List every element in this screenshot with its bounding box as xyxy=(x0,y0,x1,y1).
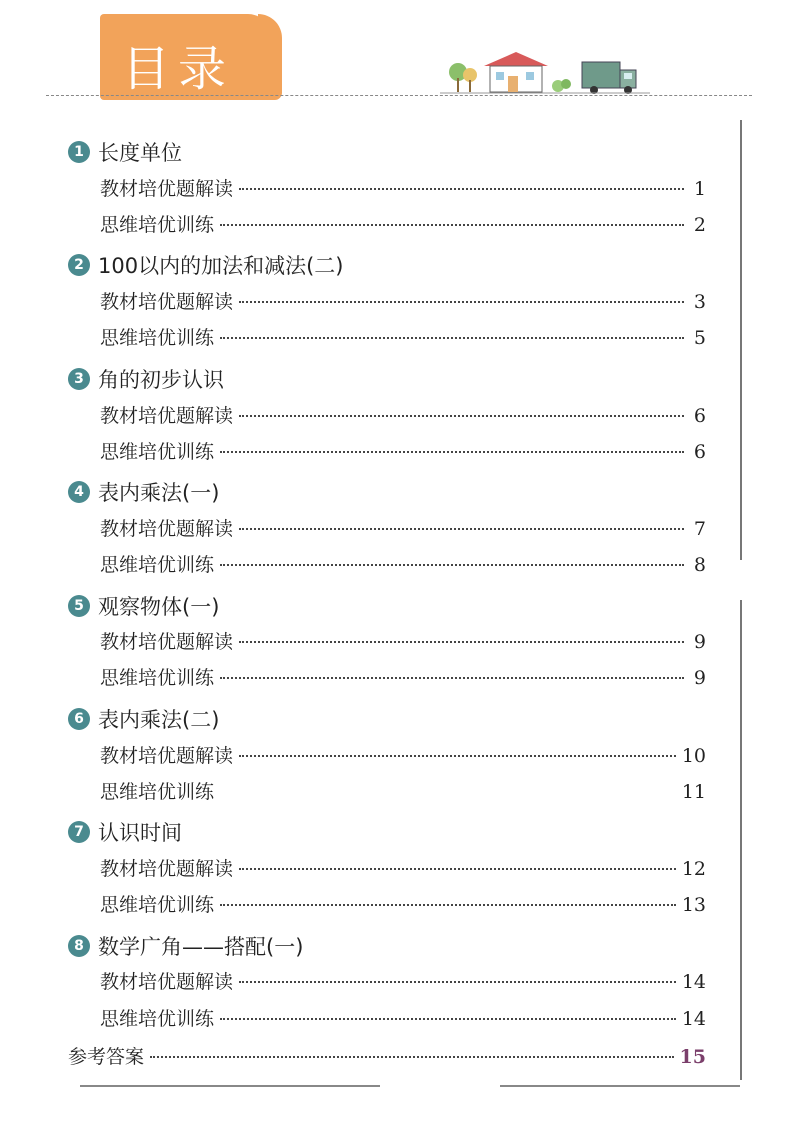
page-number: 14 xyxy=(681,1008,706,1030)
toc-entry[interactable] xyxy=(100,323,706,350)
entry-label: 思维培优训练 xyxy=(100,214,215,236)
toc-entry[interactable] xyxy=(100,890,706,917)
entry-label: 教材培优题解读 xyxy=(100,858,234,880)
chapter-title: 观察物体(一) xyxy=(98,595,220,619)
answers-label: 参考答案 xyxy=(68,1046,145,1068)
page-number: 9 xyxy=(693,631,706,653)
page-number: 13 xyxy=(681,894,706,916)
entry-label: 教材培优题解读 xyxy=(100,518,234,540)
page-number: 14 xyxy=(681,971,706,993)
entry-label: 教材培优题解读 xyxy=(100,745,234,767)
chapter-number-icon: 1 xyxy=(68,141,90,163)
chapter-heading[interactable] xyxy=(68,250,343,280)
page-number: 1 xyxy=(693,178,706,200)
leader-dots xyxy=(150,1056,674,1058)
page-number: 8 xyxy=(693,554,706,576)
chapter-title: 长度单位 xyxy=(98,141,182,165)
entry-label: 教材培优题解读 xyxy=(100,291,234,313)
entry-label: 思维培优训练 xyxy=(100,554,215,576)
toc-entry[interactable] xyxy=(100,550,706,577)
entry-label: 教材培优题解读 xyxy=(100,971,234,993)
toc-entry[interactable] xyxy=(100,1004,706,1031)
chapter-title: 100以内的加法和减法(二) xyxy=(98,254,344,278)
answers-page-number: 15 xyxy=(679,1046,706,1068)
chapter-number-icon: 7 xyxy=(68,821,90,843)
toc-entry[interactable] xyxy=(100,854,706,881)
chapter-heading[interactable] xyxy=(68,817,182,847)
chapter-title: 认识时间 xyxy=(98,821,182,845)
chapter-number-icon: 5 xyxy=(68,595,90,617)
toc-entry[interactable] xyxy=(100,627,706,654)
entry-label: 思维培优训练 xyxy=(100,1008,215,1030)
entry-label: 思维培优训练 xyxy=(100,667,215,689)
page-title: 目录 xyxy=(122,41,235,97)
leader-dots xyxy=(220,904,676,906)
answers-entry[interactable] xyxy=(68,1042,706,1069)
toc-entry[interactable] xyxy=(100,777,706,804)
chapter-number-icon: 4 xyxy=(68,481,90,503)
leader-dots xyxy=(220,337,684,339)
page-number: 3 xyxy=(693,291,706,313)
chapter-heading[interactable] xyxy=(68,364,224,394)
entry-label: 教材培优题解读 xyxy=(100,631,234,653)
entry-label: 思维培优训练 xyxy=(100,781,215,803)
leader-dots xyxy=(220,451,684,453)
chapter-title: 数学广角——搭配(一) xyxy=(98,935,304,959)
leader-dots xyxy=(220,564,684,566)
leader-dots xyxy=(239,868,676,870)
leader-dots xyxy=(220,677,684,679)
entry-label: 思维培优训练 xyxy=(100,327,215,349)
leader-dots xyxy=(239,415,684,417)
leader-dots xyxy=(239,755,676,757)
leader-dots xyxy=(220,1018,676,1020)
page-number: 10 xyxy=(681,745,706,767)
page-number: 6 xyxy=(693,405,706,427)
page-number: 11 xyxy=(681,781,706,803)
chapter-heading[interactable] xyxy=(68,704,219,734)
toc-entry[interactable] xyxy=(100,174,706,201)
entry-label: 教材培优题解读 xyxy=(100,405,234,427)
chapter-number-icon: 6 xyxy=(68,708,90,730)
page-number: 6 xyxy=(693,441,706,463)
leader-dots xyxy=(239,528,684,530)
page-number: 7 xyxy=(693,518,706,540)
leader-dots xyxy=(220,224,684,226)
chapter-title: 表内乘法(一) xyxy=(98,481,220,505)
chapter-number-icon: 2 xyxy=(68,254,90,276)
toc-entry[interactable] xyxy=(100,663,706,690)
entry-label: 思维培优训练 xyxy=(100,894,215,916)
chapter-heading[interactable] xyxy=(68,591,219,621)
chapter-title: 表内乘法(二) xyxy=(98,708,220,732)
chapter-number-icon: 8 xyxy=(68,935,90,957)
toc-entry[interactable] xyxy=(100,741,706,768)
chapter-heading[interactable] xyxy=(68,137,182,167)
toc-entry[interactable] xyxy=(100,287,706,314)
toc-entry[interactable] xyxy=(100,437,706,464)
chapter-title: 角的初步认识 xyxy=(98,368,224,392)
leader-dots xyxy=(239,188,684,190)
toc-entry[interactable] xyxy=(100,401,706,428)
toc-entry[interactable] xyxy=(100,210,706,237)
chapter-heading[interactable] xyxy=(68,477,219,507)
page-number: 2 xyxy=(693,214,706,236)
leader-dots xyxy=(239,301,684,303)
entry-label: 思维培优训练 xyxy=(100,441,215,463)
page-number: 9 xyxy=(693,667,706,689)
leader-dots xyxy=(239,981,676,983)
leader-dots xyxy=(239,641,684,643)
toc-entry[interactable] xyxy=(100,514,706,541)
chapter-heading[interactable] xyxy=(68,931,303,961)
chapter-number-icon: 3 xyxy=(68,368,90,390)
entry-label: 教材培优题解读 xyxy=(100,178,234,200)
page-number: 12 xyxy=(681,858,706,880)
toc-entry[interactable] xyxy=(100,967,706,994)
page-number: 5 xyxy=(693,327,706,349)
